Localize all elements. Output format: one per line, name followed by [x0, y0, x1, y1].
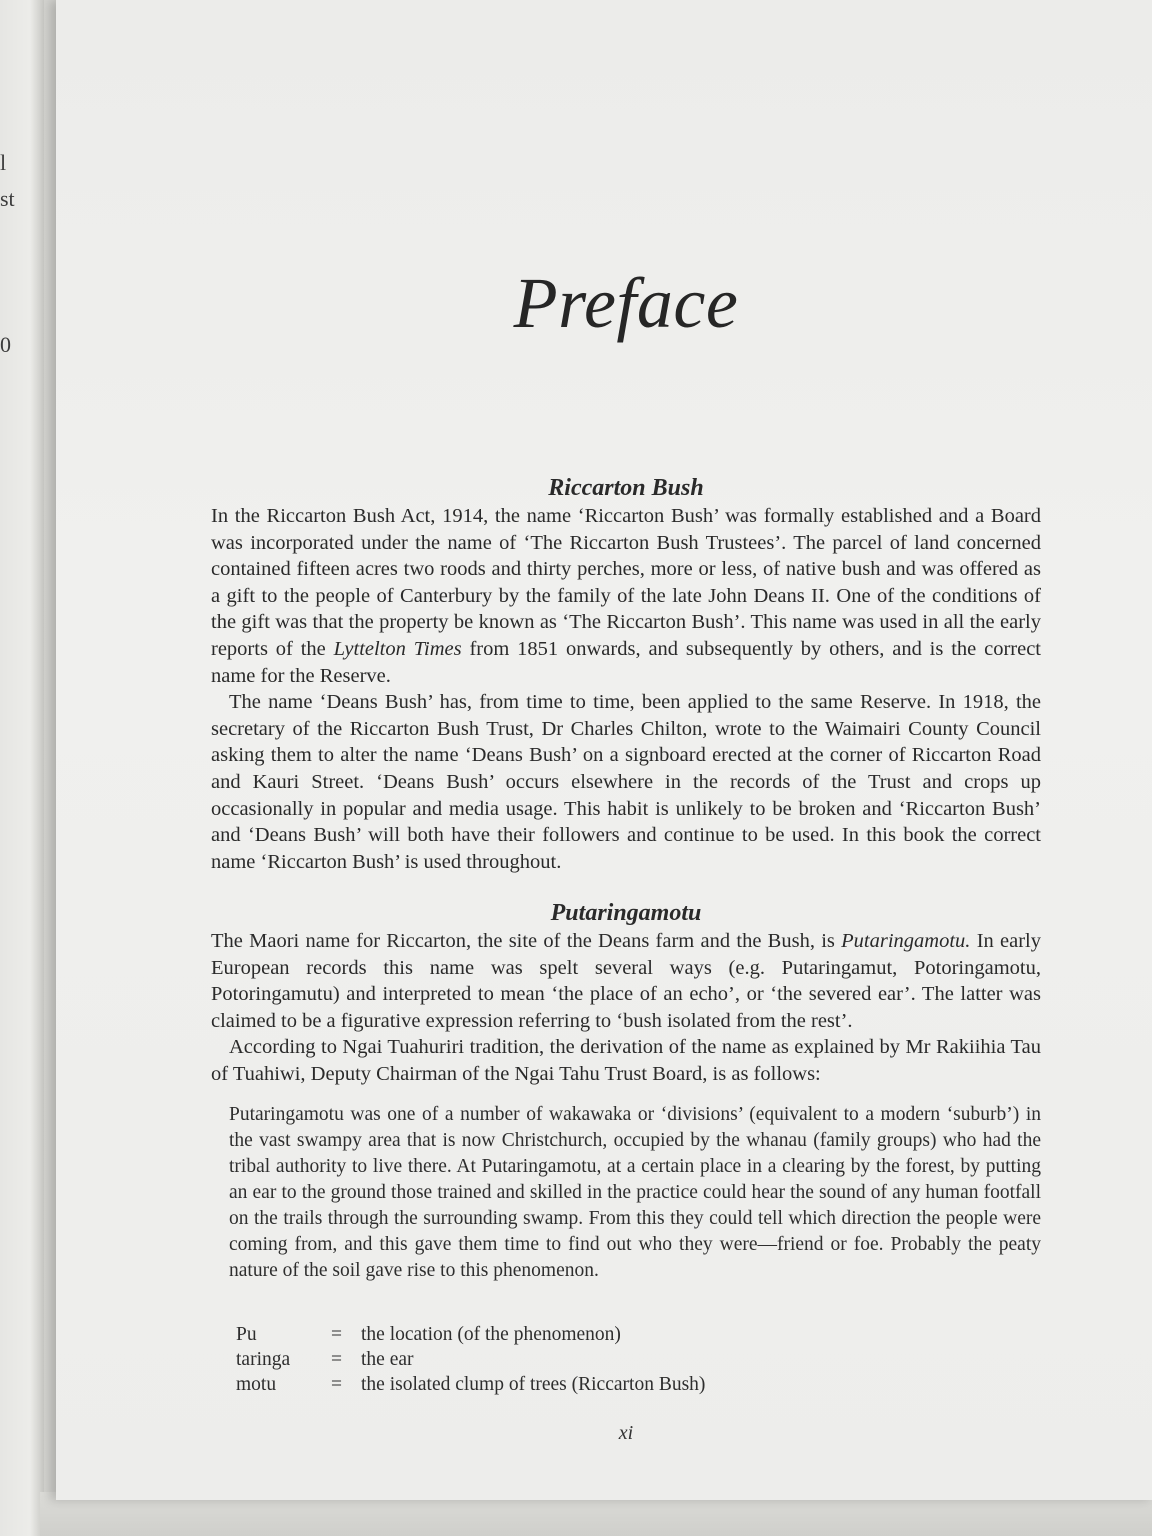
left-page-fragment: l [0, 150, 7, 175]
glossary-meaning: the isolated clump of trees (Riccarton Bush) [361, 1374, 706, 1395]
book-page [56, 0, 1152, 1500]
italic-title: Lyttelton Times [333, 637, 462, 660]
glossary-meaning: the ear [361, 1349, 414, 1370]
glossary-equals: = [331, 1324, 342, 1345]
left-page-fragment: st [0, 186, 15, 211]
paragraph: The name ‘Deans Bush’ has, from time to time, been applied to the same Reserve. In 1918, the secretary of the Riccarton Bush Trust, Dr Charles Chilton, wrote to the Waimairi County Council asking them to alter the name ‘Deans Bush’ on a signboard erected at the corner of Riccarton Road and Kauri Street. ‘Deans Bush’ occurs elsewhere in the records of the Trust and crops up occasionally in popular and media usage. This habit is unlikely to be broken and ‘Riccarton Bush’ and ‘Deans Bush’ will both have their followers and continue to be used. In this book the correct name ‘Riccarton Bush’ is used throughout. [211, 691, 1041, 873]
glossary-term: motu [236, 1374, 277, 1395]
glossary-row [236, 1322, 705, 1347]
left-page-fragment: 0 [0, 332, 11, 357]
section-heading: Putaringamotu [550, 900, 702, 926]
glossary-term: taringa [236, 1349, 291, 1370]
paragraph: According to Ngai Tuahuriri tradition, the derivation of the name as explained by Mr Rakiihia Tau of Tuahiwi, Deputy Chairman of the Ngai Tahu Trust Board, is as follows: [211, 1036, 1041, 1085]
page-number: xi [618, 1422, 634, 1444]
left-page-edge [0, 0, 44, 1536]
paragraph: The Maori name for Riccarton, the site of the Deans farm and the Bush, is Putaringamotu. In early European records this name was spelt several ways (e.g. Putaringamut, Potoringamotu, Potoringamutu) and interpreted to mean ‘the place of an echo’, or ‘the severed ear’. The latter was claimed to be a figurative expression referring to ‘bush isolated from the rest’. [211, 930, 1042, 1032]
section-riccarton-bush [211, 473, 1041, 875]
glossary-row [236, 1372, 705, 1397]
paragraph: In the Riccarton Bush Act, 1914, the name ‘Riccarton Bush’ was formally established and a Board was incorporated under the name of ‘The Riccarton Bush Trustees’. The parcel of land concerned contained fifteen acres two roods and thirty perches, more or less, of native bush and was offered as a gift to the people of Canterbury by the family of the late John Deans II. One of the conditions of the gift was that the property be known as ‘The Riccarton Bush’. This name was used in all the early reports of the Lyttelton Times from 1851 onwards, and subsequently by others, and is the correct name for the Reserve. [211, 505, 1042, 687]
section-putaringamotu [211, 898, 1041, 1284]
glossary-equals: = [331, 1349, 342, 1370]
section-heading: Riccarton Bush [548, 475, 704, 501]
glossary-term: Pu [236, 1324, 257, 1345]
italic-term: Putaringamotu. [841, 930, 971, 952]
block-quote: Putaringamotu was one of a number of wakawaka or ‘divisions’ (equivalent to a modern ‘suburb’) in the vast swampy area that is now Christchurch, occupied by the whanau (family groups) who had the tribal authority to live there. At Putaringamotu, at a certain place in a clearing by the forest, by putting an ear to the ground those trained and skilled in the practice could hear the sound of any human footfall on the trails through the surrounding swamp. From this they could tell which direction the people were coming from, and this gave them time to find out who they were—friend or foe. Probably the peaty nature of the soil gave rise to this phenomenon. [229, 1103, 1041, 1281]
glossary-equals: = [331, 1374, 342, 1395]
page-title: Preface [513, 263, 739, 343]
glossary-row [236, 1347, 705, 1372]
glossary-table [236, 1322, 705, 1397]
glossary-meaning: the location (of the phenomenon) [361, 1324, 621, 1345]
